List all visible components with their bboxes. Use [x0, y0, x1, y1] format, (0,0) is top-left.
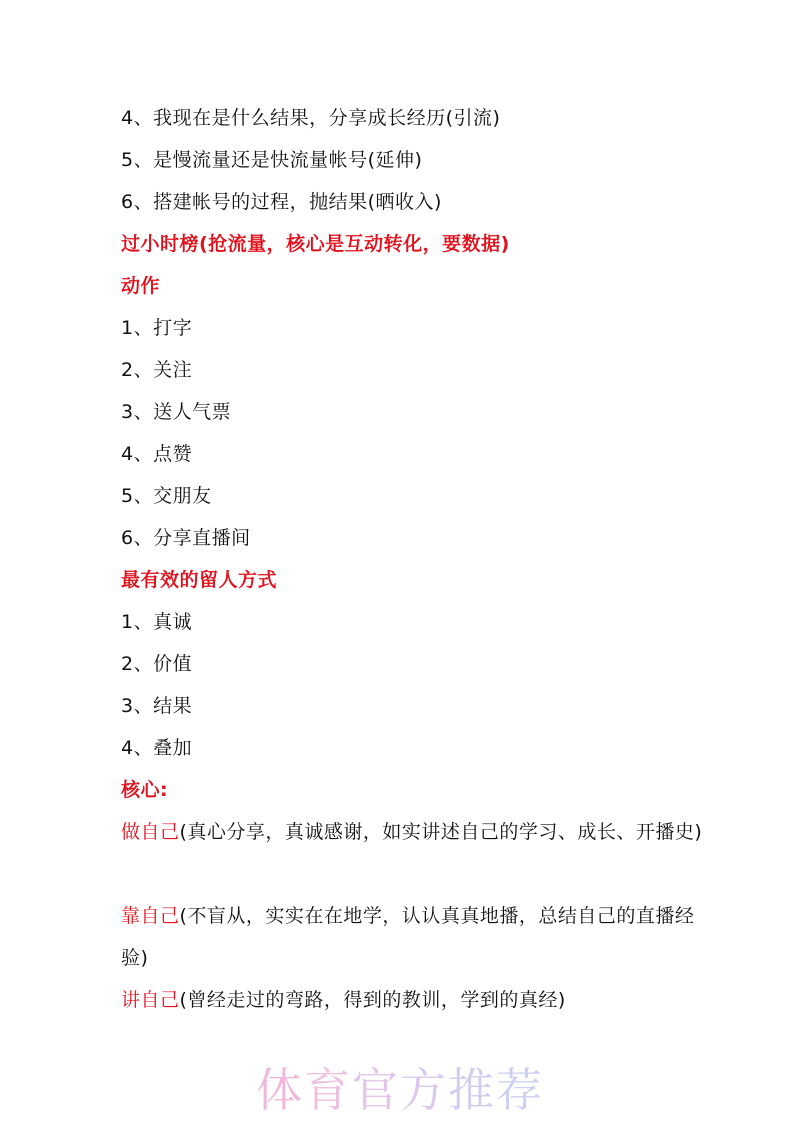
list-item: 1、打字 [121, 317, 193, 339]
list-item: 2、关注 [121, 359, 193, 381]
core-point [121, 895, 721, 979]
core-point-lead: 靠自己 [121, 905, 180, 927]
core-point-lead: 做自己 [121, 821, 180, 843]
list-item: 4、点赞 [121, 443, 193, 465]
core-point [121, 979, 721, 1021]
watermark [0, 1062, 800, 1118]
core-point-text: (不盲从，实实在在地学，认认真真地播，总结自己的直播经验) [121, 905, 695, 969]
list-item: 5、交朋友 [121, 485, 212, 507]
list-item: 5、是慢流量还是快流量帐号(延伸) [121, 149, 423, 171]
section-heading: 核心: [121, 779, 169, 801]
watermark-char: 育 [304, 1063, 352, 1117]
watermark-char: 推 [448, 1063, 496, 1117]
core-point [121, 811, 721, 853]
list-item: 4、我现在是什么结果，分享成长经历(引流) [121, 107, 501, 129]
section-subheading: 动作 [121, 275, 161, 297]
core-point-text: (曾经走过的弯路，得到的教训，学到的真经) [179, 989, 566, 1011]
core-point-text: (真心分享，真诚感谢，如实讲述自己的学习、成长、开播史) [179, 821, 703, 843]
watermark-char: 官 [352, 1063, 400, 1117]
watermark-char: 荐 [496, 1063, 544, 1117]
core-point-lead: 讲自己 [121, 989, 180, 1011]
section-heading: 过小时榜(抢流量，核心是互动转化，要数据) [121, 233, 510, 255]
list-item: 3、结果 [121, 695, 193, 717]
list-item: 3、送人气票 [121, 401, 232, 423]
watermark-char: 方 [400, 1063, 448, 1117]
list-item: 6、分享直播间 [121, 527, 251, 549]
list-item: 6、搭建帐号的过程，抛结果(晒收入) [121, 191, 442, 213]
list-item: 4、叠加 [121, 737, 193, 759]
list-item: 2、价值 [121, 653, 193, 675]
watermark-char: 体 [256, 1063, 304, 1117]
list-item: 1、真诚 [121, 611, 193, 633]
section-heading: 最有效的留人方式 [121, 569, 278, 591]
